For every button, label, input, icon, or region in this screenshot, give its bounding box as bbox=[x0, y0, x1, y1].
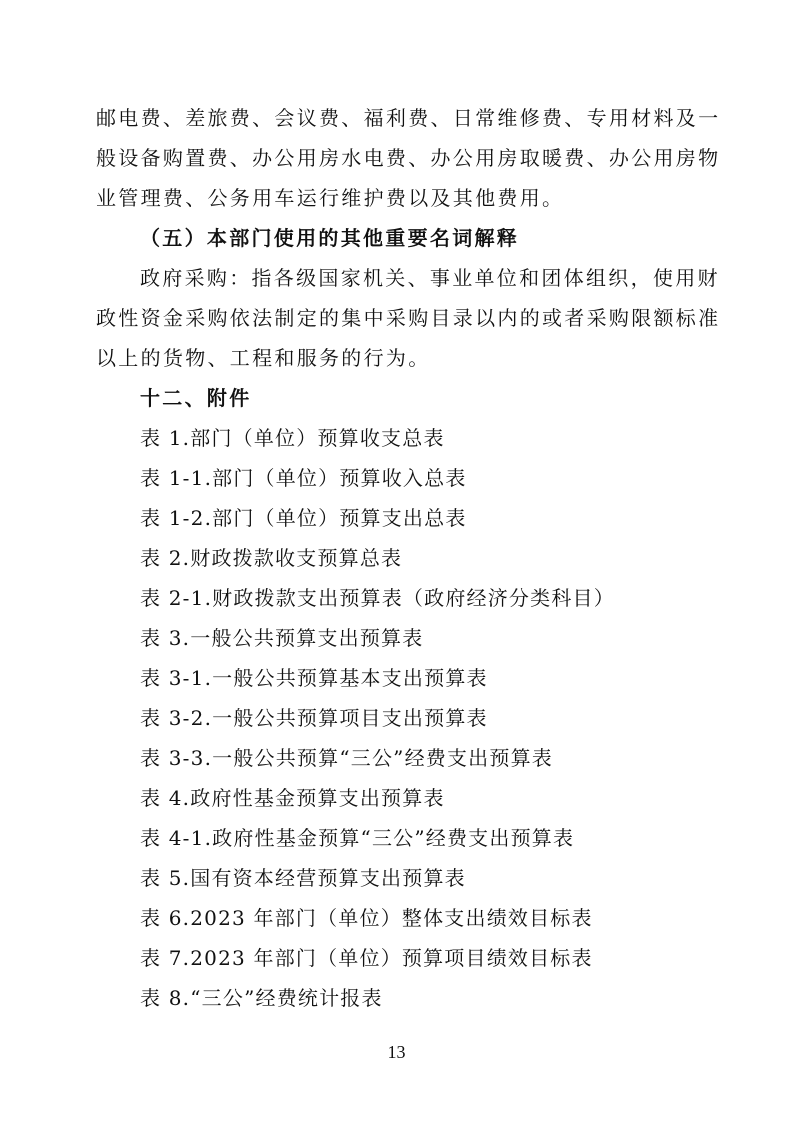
paragraph-line: 政府采购：指各级国家机关、事业单位和团体组织，使用财 bbox=[140, 266, 720, 290]
attachment-item: 表 1-1.部门（单位）预算收入总表 bbox=[140, 466, 467, 490]
attachment-item: 表 3-1.一般公共预算基本支出预算表 bbox=[140, 666, 488, 690]
attachment-item: 表 7.2023 年部门（单位）预算项目绩效目标表 bbox=[140, 946, 593, 970]
page-number: 13 bbox=[387, 1042, 406, 1062]
attachment-item: 表 3-2.一般公共预算项目支出预算表 bbox=[140, 706, 488, 730]
paragraph-line: 般设备购置费、办公用房水电费、办公用房取暖费、办公用房物 bbox=[96, 146, 721, 170]
attachment-item: 表 2-1.财政拨款支出预算表（政府经济分类科目） bbox=[140, 586, 615, 610]
attachment-item: 表 1.部门（单位）预算收支总表 bbox=[140, 426, 445, 450]
section-heading-12: 十二、附件 bbox=[140, 386, 252, 410]
paragraph-line: 以上的货物、工程和服务的行为。 bbox=[96, 346, 431, 370]
attachment-item: 表 1-2.部门（单位）预算支出总表 bbox=[140, 506, 467, 530]
attachment-item: 表 2.财政拨款收支预算总表 bbox=[140, 546, 403, 570]
paragraph-line: 政性资金采购依法制定的集中采购目录以内的或者采购限额标准 bbox=[96, 306, 721, 330]
attachment-item: 表 4-1.政府性基金预算“三公”经费支出预算表 bbox=[140, 826, 575, 850]
attachment-item: 表 6.2023 年部门（单位）整体支出绩效目标表 bbox=[140, 906, 593, 930]
attachment-item: 表 4.政府性基金预算支出预算表 bbox=[140, 786, 445, 810]
attachment-item: 表 8.“三公”经费统计报表 bbox=[140, 986, 383, 1010]
attachment-item: 表 3-3.一般公共预算“三公”经费支出预算表 bbox=[140, 746, 553, 770]
attachment-item: 表 3.一般公共预算支出预算表 bbox=[140, 626, 424, 650]
section-heading-5: （五）本部门使用的其他重要名词解释 bbox=[140, 226, 520, 250]
paragraph-line: 业管理费、公务用车运行维护费以及其他费用。 bbox=[96, 186, 565, 210]
attachment-item: 表 5.国有资本经营预算支出预算表 bbox=[140, 866, 466, 890]
paragraph-line: 邮电费、差旅费、会议费、福利费、日常维修费、专用材料及一 bbox=[96, 106, 721, 130]
